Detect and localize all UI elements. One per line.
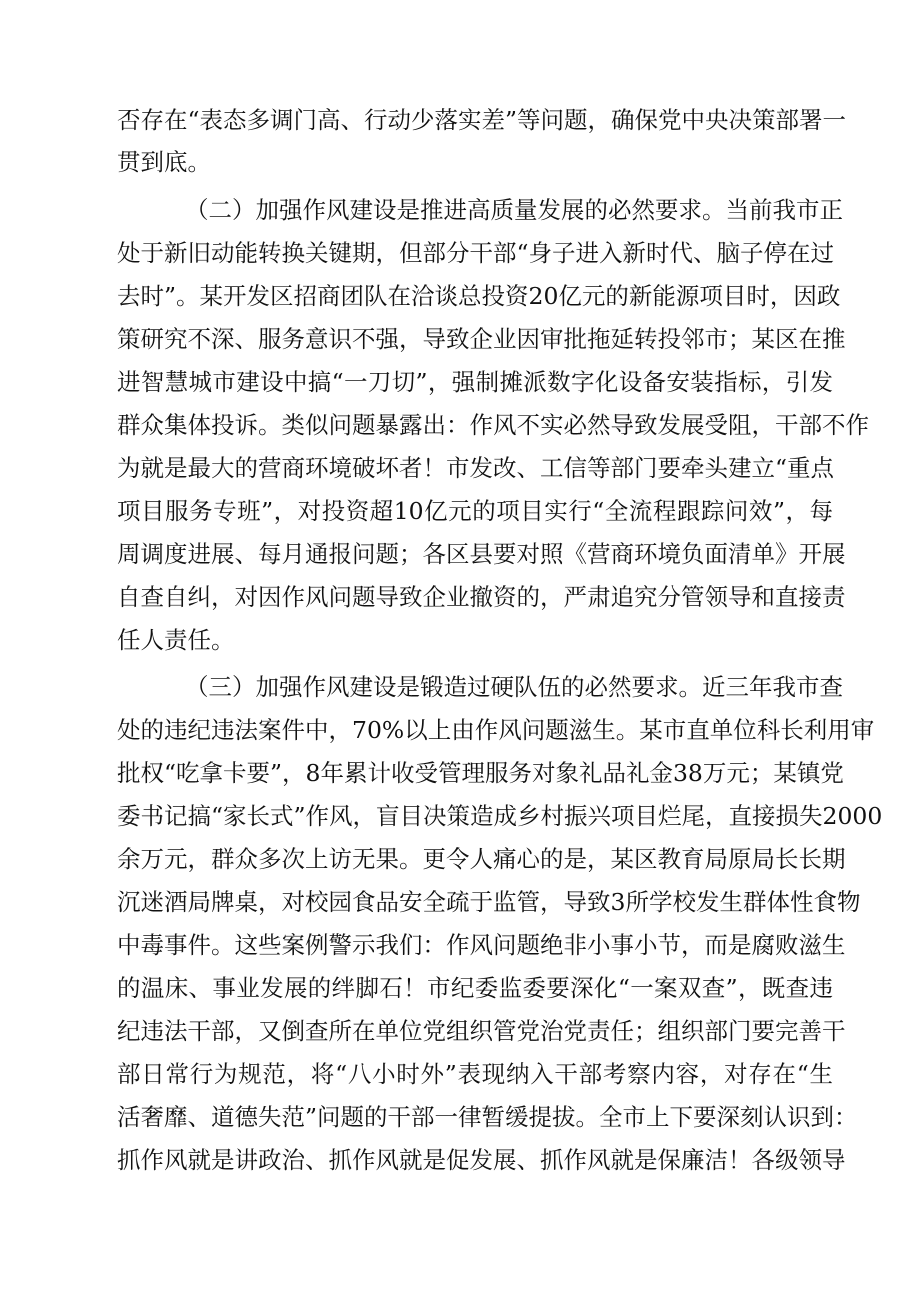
text-line: 委书记搞“家长式”作风，盲目决策造成乡村振兴项目烂尾，直接损失2000	[117, 802, 883, 830]
text-line: 抓作风就是讲政治、抓作风就是促发展、抓作风就是保廉洁！各级领导	[117, 1146, 846, 1174]
text-line: 周调度进展、每月通报问题；各区县要对照《营商环境负面清单》开展	[117, 540, 846, 568]
text-line: 批权“吃拿卡要”，8年累计收受管理服务对象礼品礼金38万元；某镇党	[117, 759, 844, 787]
text-line: 贯到底。	[117, 148, 211, 176]
text-line: 群众集体投诉。类似问题暴露出：作风不实必然导致发展受阻，干部不作	[117, 411, 869, 439]
text-line: 处于新旧动能转换关键期，但部分干部“身子进入新时代、脑子停在过	[117, 239, 835, 267]
text-line: 沉迷酒局牌桌，对校园食品安全疏于监管，导致3所学校发生群体性食物	[117, 888, 861, 916]
paragraph-heading-line: （三）加强作风建设是锻造过硬队伍的必然要求。近三年我市查	[185, 673, 843, 701]
text-line: 项目服务专班”，对投资超10亿元的项目实行“全流程跟踪问效”，每	[117, 497, 833, 525]
text-line: 去时”。某开发区招商团队在洽谈总投资20亿元的新能源项目时，因政	[117, 282, 841, 310]
text-line: 的温床、事业发展的绊脚石！市纪委监委要深化“一案双查”，既查违	[117, 974, 833, 1002]
text-line: 进智慧城市建设中搞“一刀切”，强制摊派数字化设备安装指标，引发	[117, 368, 833, 396]
text-line: 自查自纠，对因作风问题导致企业撤资的，严肃追究分管领导和直接责	[117, 583, 846, 611]
text-line: 余万元，群众多次上访无果。更令人痛心的是，某区教育局原局长长期	[117, 845, 846, 873]
text-line: 处的违纪违法案件中，70%以上由作风问题滋生。某市直单位科长利用审	[117, 716, 875, 744]
text-line: 中毒事件。这些案例警示我们：作风问题绝非小事小节，而是腐败滋生	[117, 931, 846, 959]
text-line: 部日常行为规范，将“八小时外”表现纳入干部考察内容，对存在“生	[117, 1060, 833, 1088]
text-line: 任人责任。	[117, 626, 235, 654]
text-line: 策研究不深、服务意识不强，导致企业因审批拖延转投邻市；某区在推	[117, 325, 846, 353]
text-line: 活奢靡、道德失范”问题的干部一律暂缓提拔。全市上下要深刻认识到：	[117, 1103, 858, 1131]
text-line: 否存在“表态多调门高、行动少落实差”等问题，确保党中央决策部署一	[117, 106, 847, 134]
paragraph-heading-line: （二）加强作风建设是推进高质量发展的必然要求。当前我市正	[185, 196, 843, 224]
text-line: 为就是最大的营商环境破坏者！市发改、工信等部门要牵头建立“重点	[117, 454, 835, 482]
text-line: 纪违法干部，又倒查所在单位党组织管党治党责任；组织部门要完善干	[117, 1017, 846, 1045]
